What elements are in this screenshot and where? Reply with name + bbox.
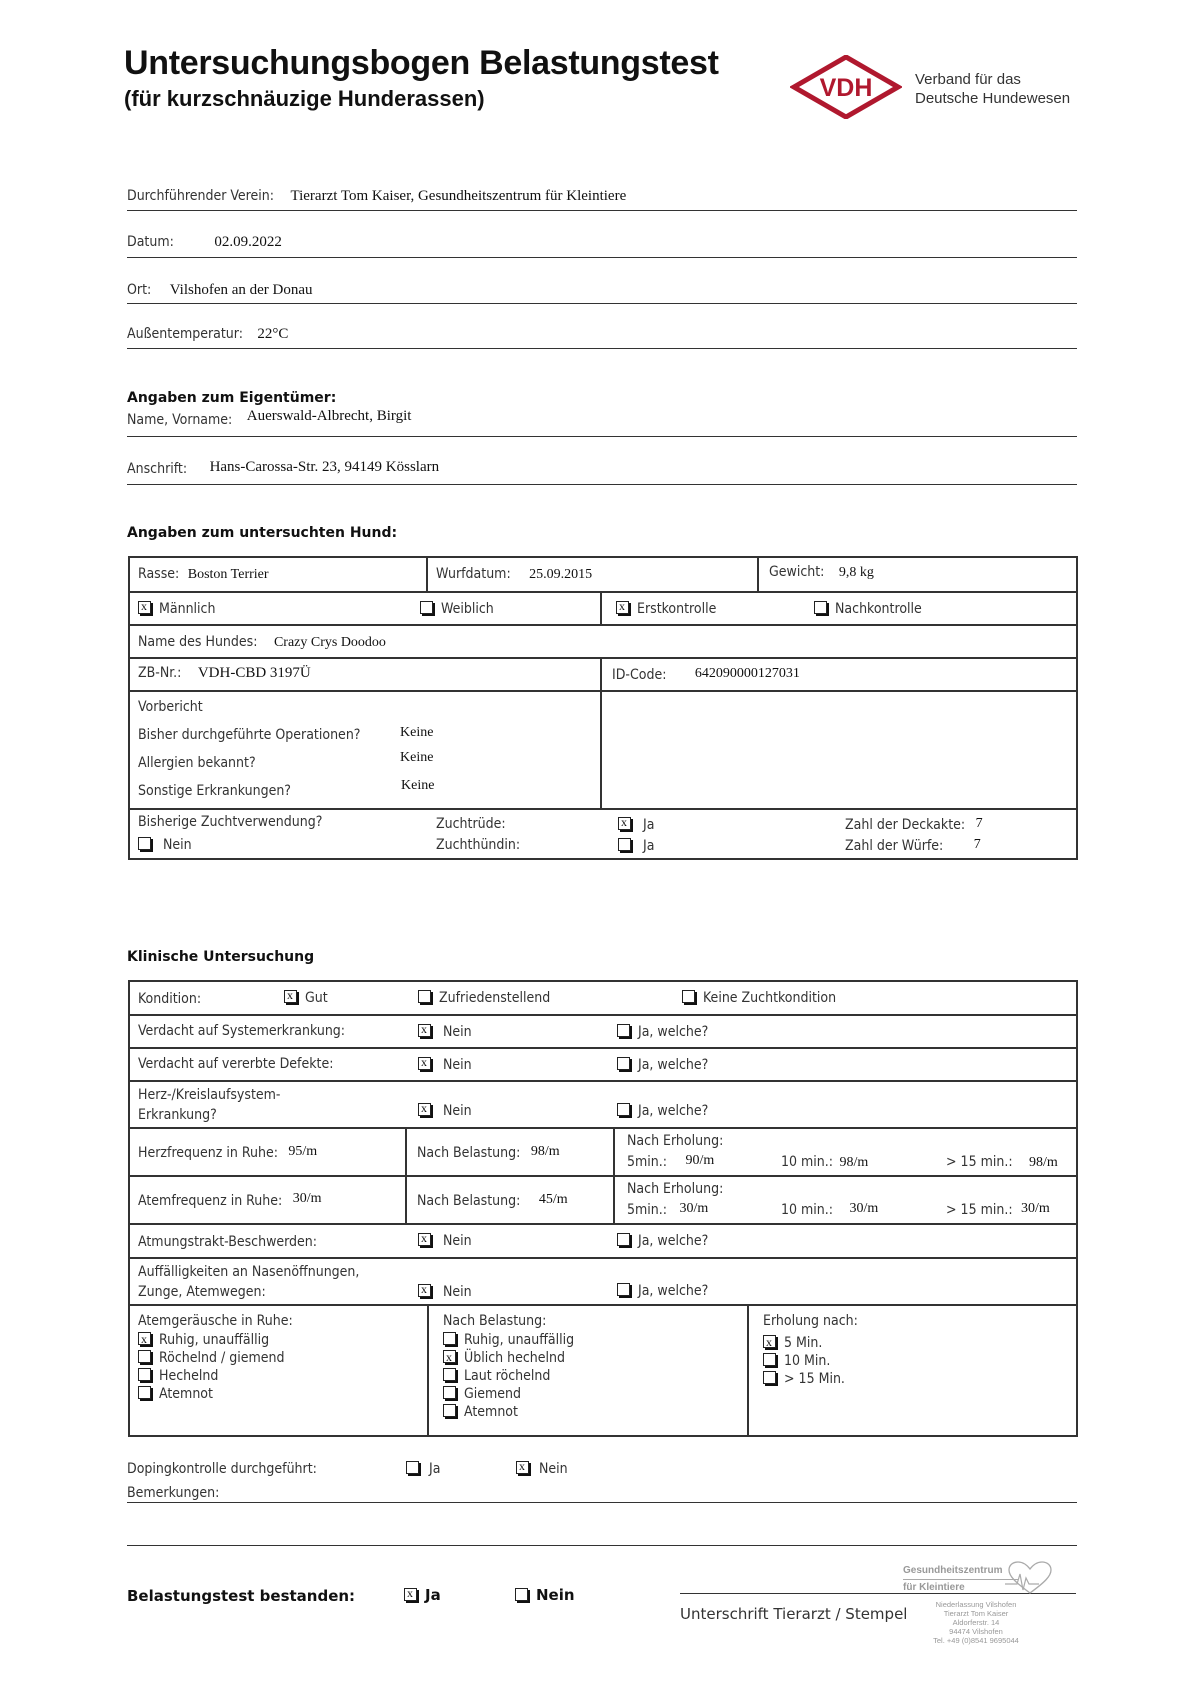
nase-nein-option[interactable]	[418, 1283, 472, 1301]
nase-ja-option[interactable]	[617, 1282, 708, 1300]
org-name	[915, 70, 1070, 108]
id-label: ID-Code:	[612, 667, 667, 683]
af-belastung-field[interactable]	[417, 1192, 568, 1210]
af-erholung-cell	[613, 1177, 1076, 1223]
bemerkungen-line[interactable]	[127, 1545, 1077, 1546]
ruhe-checkbox[interactable]	[138, 1350, 151, 1363]
herz-label-2: Erkrankung?	[138, 1107, 217, 1123]
ruhe-label: Röchelnd / giemend	[159, 1350, 285, 1366]
ort-label: Ort:	[127, 282, 152, 298]
owner-heading: Angaben zum Eigentümer:	[127, 390, 337, 406]
belastung-option[interactable]	[443, 1331, 574, 1349]
system-nein-option[interactable]	[418, 1023, 472, 1041]
hf-5min-label: 5min.:	[627, 1154, 668, 1170]
atmung-nein-label: Nein	[443, 1233, 472, 1249]
af-15min-label: > 15 min.:	[946, 1202, 1013, 1218]
nase-nein-checkbox[interactable]	[418, 1284, 431, 1297]
wuerfe-field[interactable]	[845, 837, 981, 855]
ort-field[interactable]	[127, 281, 313, 299]
zuchthuendin-ja-checkbox[interactable]	[618, 838, 631, 851]
belastung-checkbox[interactable]	[443, 1368, 456, 1381]
atmung-nein-option[interactable]	[418, 1232, 472, 1250]
doping-nein-option[interactable]	[516, 1460, 568, 1478]
atmung-row	[130, 1223, 1076, 1257]
ruhe-option[interactable]	[138, 1349, 293, 1367]
atmung-ja-label: Ja, welche?	[638, 1233, 709, 1249]
kondition-keine-checkbox[interactable]	[682, 990, 695, 1003]
erholung-option[interactable]	[763, 1334, 858, 1352]
zuchthuendin-ja-option[interactable]	[618, 837, 654, 855]
org-name-line2: Deutsche Hundewesen	[915, 90, 1071, 107]
nachkontrolle-label: Nachkontrolle	[835, 601, 922, 617]
system-nein-checkbox[interactable]	[418, 1024, 431, 1037]
vererbt-nein-label: Nein	[443, 1057, 472, 1073]
system-nein-label: Nein	[443, 1024, 472, 1040]
wurf-label: Wurfdatum:	[436, 566, 511, 582]
vererbt-nein-checkbox[interactable]	[418, 1057, 431, 1070]
owner-name-field[interactable]	[127, 408, 412, 429]
vdh-logo-text: VDH	[819, 74, 873, 102]
wurf-field[interactable]	[436, 565, 592, 583]
hf-5min-value: 90/m	[685, 1153, 715, 1168]
bestanden-nein-checkbox[interactable]	[515, 1588, 528, 1601]
erholung-options	[763, 1334, 858, 1388]
hf-ruhe-field[interactable]	[138, 1144, 317, 1162]
owner-address-value: Hans-Carossa-Str. 23, 94149 Kösslarn	[209, 459, 440, 475]
belastung-option[interactable]	[443, 1367, 574, 1385]
deckakte-label: Zahl der Deckakte:	[845, 817, 966, 833]
herz-nein-label: Nein	[443, 1103, 472, 1119]
doping-ja-checkbox[interactable]	[406, 1461, 419, 1474]
kondition-zufr-checkbox[interactable]	[418, 990, 431, 1003]
zb-label: ZB-Nr.:	[138, 665, 182, 681]
vererbt-nein-option[interactable]	[418, 1056, 472, 1074]
vererbt-ja-label: Ja, welche?	[638, 1057, 709, 1073]
erholung-heading: Erholung nach:	[763, 1313, 858, 1329]
kondition-row	[130, 982, 1076, 1014]
belastung-label: Giemend	[464, 1386, 522, 1402]
stamp-address-line: Tierarzt Tom Kaiser	[943, 1609, 1009, 1618]
verein-label: Durchführender Verein:	[127, 188, 275, 204]
nase-nein-label: Nein	[443, 1284, 472, 1300]
hf-erholung-cell	[613, 1129, 1076, 1175]
allergien-label: Allergien bekannt?	[138, 755, 256, 771]
clinical-heading: Klinische Untersuchung	[127, 949, 315, 965]
doping-label: Dopingkontrolle durchgeführt:	[127, 1461, 317, 1477]
kondition-zufr-label: Zufriedenstellend	[439, 990, 551, 1006]
erstkontrolle-option[interactable]	[616, 600, 716, 618]
stamp-address-line: Aldorferstr. 14	[952, 1618, 1000, 1627]
ruhe-option[interactable]	[138, 1367, 293, 1385]
kontrolle-cell	[600, 593, 1076, 624]
dog-name-field[interactable]	[138, 633, 386, 651]
af-5min-label: 5min.:	[627, 1202, 668, 1218]
doping-field	[127, 1460, 317, 1478]
owner-address-label: Anschrift:	[127, 461, 188, 477]
stamp-address-line: Niederlassung Vilshofen	[935, 1600, 1017, 1609]
rasse-field[interactable]	[138, 565, 269, 583]
divider	[127, 303, 1077, 304]
zuchtruede-ja-label: Ja	[643, 817, 655, 833]
allergien-value[interactable]: Keine	[400, 750, 434, 765]
zuchtruede-label: Zuchtrüde:	[436, 816, 506, 832]
deckakte-field[interactable]	[845, 816, 983, 834]
id-field[interactable]	[612, 666, 800, 684]
hf-5min-field[interactable]	[627, 1153, 714, 1171]
page-title: Untersuchungsbogen Belastungstest	[124, 44, 719, 82]
divider	[127, 257, 1077, 258]
nase-row	[130, 1257, 1076, 1304]
erholung-option[interactable]	[763, 1370, 858, 1388]
herz-nein-checkbox[interactable]	[418, 1103, 431, 1116]
erholung-label: 5 Min.	[784, 1335, 823, 1351]
dog-row-zucht	[130, 808, 1076, 858]
system-row	[130, 1014, 1076, 1047]
dog-name-value: Crazy Crys Doodoo	[273, 635, 386, 650]
belastung-cell	[427, 1306, 575, 1435]
system-ja-option[interactable]	[617, 1023, 708, 1041]
ops-label: Bisher durchgeführte Operationen?	[138, 727, 361, 743]
deckakte-value: 7	[975, 816, 983, 831]
vorbericht-label: Vorbericht	[138, 699, 203, 715]
atmung-ja-option[interactable]	[617, 1232, 708, 1250]
doping-ja-label: Ja	[429, 1461, 441, 1477]
stamp-address	[930, 1600, 1022, 1645]
belastung-checkbox[interactable]	[443, 1404, 456, 1417]
weiblich-checkbox[interactable]	[420, 601, 433, 614]
belastung-options	[443, 1331, 574, 1421]
zuchthuendin-label: Zuchthündin:	[436, 837, 521, 853]
datum-value: 02.09.2022	[214, 234, 282, 250]
hf-ruhe-label: Herzfrequenz in Ruhe:	[138, 1145, 278, 1161]
atmung-ja-checkbox[interactable]	[617, 1233, 630, 1246]
af-5min-field[interactable]	[627, 1201, 708, 1219]
zucht-nein-option[interactable]	[138, 836, 192, 854]
kondition-keine-option[interactable]	[682, 989, 836, 1007]
bestanden-ja-checkbox[interactable]	[404, 1588, 417, 1601]
nachkontrolle-option[interactable]	[814, 600, 922, 618]
herz-nein-option[interactable]	[418, 1102, 472, 1120]
af-belastung-label: Nach Belastung:	[417, 1193, 521, 1209]
zb-value: VDH-CBD 3197Ü	[197, 665, 311, 681]
divider	[127, 436, 1077, 437]
erholung-cell	[747, 1306, 1076, 1435]
gewicht-label: Gewicht:	[769, 564, 825, 580]
ruhe-checkbox[interactable]	[138, 1386, 151, 1399]
erholung-option[interactable]	[763, 1352, 858, 1370]
verein-field[interactable]	[127, 187, 626, 205]
owner-name-value: Auerswald-Albrecht, Birgit	[246, 408, 412, 424]
erholung-group	[763, 1311, 858, 1388]
hf-15min-label: > 15 min.:	[946, 1154, 1013, 1170]
hf-belastung-cell	[405, 1129, 560, 1175]
page-subtitle: (für kurzschnäuzige Hunderassen)	[124, 86, 485, 111]
af-belastung-value: 45/m	[538, 1192, 568, 1207]
stamp-line2: für Kleintiere	[903, 1579, 1018, 1596]
wuerfe-label: Zahl der Würfe:	[845, 838, 944, 854]
af-ruhe-label: Atemfrequenz in Ruhe:	[138, 1193, 283, 1209]
kondition-gut-option[interactable]	[284, 989, 328, 1007]
atmung-nein-checkbox[interactable]	[418, 1233, 431, 1246]
divider	[127, 210, 1077, 211]
id-cell	[600, 659, 1076, 690]
doping-nein-label: Nein	[539, 1461, 568, 1477]
bestanden-nein-option[interactable]	[515, 1586, 575, 1605]
wurf-cell	[426, 558, 593, 591]
rasse-label: Rasse:	[138, 566, 180, 582]
erstkontrolle-checkbox[interactable]	[616, 601, 629, 614]
gewicht-cell	[757, 558, 1076, 591]
clinical-table	[128, 980, 1078, 1437]
dog-row-sex	[130, 591, 1076, 624]
atemfrequenz-row	[130, 1175, 1076, 1223]
nase-ja-label: Ja, welche?	[638, 1283, 709, 1299]
zucht-nein-checkbox[interactable]	[138, 837, 151, 850]
doping-nein-checkbox[interactable]	[516, 1461, 529, 1474]
erstkontrolle-label: Erstkontrolle	[637, 601, 717, 617]
vererbt-ja-checkbox[interactable]	[617, 1057, 630, 1070]
maennlich-label: Männlich	[159, 601, 216, 617]
af-ruhe-field[interactable]	[138, 1192, 322, 1210]
datum-field[interactable]	[127, 233, 282, 251]
bestanden-ja-label: Ja	[425, 1586, 441, 1604]
herz-ja-checkbox[interactable]	[617, 1103, 630, 1116]
ruhe-checkbox[interactable]	[138, 1332, 151, 1345]
ort-value: Vilshofen an der Donau	[169, 282, 313, 298]
af-10min-field[interactable]	[781, 1201, 878, 1219]
owner-name-label: Name, Vorname:	[127, 412, 233, 428]
rasse-value: Boston Terrier	[187, 567, 269, 582]
hf-10min-field[interactable]	[781, 1153, 868, 1171]
nase-label-1: Auffälligkeiten an Nasenöffnungen,	[138, 1264, 360, 1280]
bemerkungen-label: Bemerkungen:	[127, 1485, 220, 1501]
belastung-label: Laut röchelnd	[464, 1368, 551, 1384]
system-ja-checkbox[interactable]	[617, 1024, 630, 1037]
erholung-checkbox[interactable]	[763, 1335, 776, 1348]
system-ja-label: Ja, welche?	[638, 1024, 709, 1040]
divider	[127, 484, 1077, 485]
kondition-gut-checkbox[interactable]	[284, 990, 297, 1003]
dog-table	[128, 556, 1078, 860]
belastung-option[interactable]	[443, 1349, 574, 1367]
gewicht-value: 9,8 kg	[838, 565, 874, 580]
herz-row	[130, 1080, 1076, 1127]
weiblich-option[interactable]	[420, 600, 494, 618]
hf-10min-value: 98/m	[839, 1155, 869, 1170]
belastung-checkbox[interactable]	[443, 1350, 456, 1363]
af-10min-label: 10 min.:	[781, 1202, 834, 1218]
maennlich-option[interactable]	[138, 600, 215, 618]
vorbericht-notes[interactable]	[600, 692, 1076, 808]
gewicht-field[interactable]	[769, 563, 874, 581]
hf-15min-value: 98/m	[1029, 1155, 1058, 1170]
datum-label: Datum:	[127, 234, 174, 250]
herz-ja-option[interactable]	[617, 1102, 708, 1120]
erholung-checkbox[interactable]	[763, 1371, 776, 1384]
herz-label-1: Herz-/Kreislaufsystem-	[138, 1087, 281, 1103]
hf-belastung-label: Nach Belastung:	[417, 1145, 521, 1161]
wuerfe-value: 7	[973, 837, 981, 852]
bestanden-ja-option[interactable]	[404, 1586, 441, 1605]
owner-address-field[interactable]	[127, 460, 439, 478]
stamp-line1: Gesundheitszentrum	[903, 1565, 1003, 1576]
zucht-label: Bisherige Zuchtverwendung?	[138, 814, 323, 830]
ruhe-group	[138, 1311, 293, 1403]
zucht-nein-label: Nein	[163, 837, 192, 853]
hf-belastung-value: 98/m	[530, 1144, 560, 1159]
ops-value[interactable]: Keine	[400, 725, 434, 740]
af-5min-value: 30/m	[679, 1201, 709, 1216]
bestanden-label: Belastungstest bestanden:	[127, 1587, 356, 1605]
stamp-address-line: 94474 Vilshofen	[949, 1627, 1003, 1636]
maennlich-checkbox[interactable]	[138, 601, 151, 614]
herz-ja-label: Ja, welche?	[638, 1103, 709, 1119]
hf-erholung-label: Nach Erholung:	[627, 1133, 724, 1149]
hf-belastung-field[interactable]	[417, 1144, 560, 1162]
erholung-label: 10 Min.	[784, 1353, 831, 1369]
zuchtruede-ja-checkbox[interactable]	[618, 817, 631, 830]
belastung-checkbox[interactable]	[443, 1386, 456, 1399]
belastung-group	[443, 1311, 574, 1421]
erholung-label: > 15 Min.	[784, 1371, 845, 1387]
weiblich-label: Weiblich	[441, 601, 494, 617]
atemgeraeusche-row	[130, 1304, 1076, 1435]
ruhe-label: Atemnot	[159, 1386, 213, 1402]
erholung-checkbox[interactable]	[763, 1353, 776, 1366]
af-10min-value: 30/m	[849, 1201, 879, 1216]
dog-heading: Angaben zum untersuchten Hund:	[127, 525, 398, 541]
stamp	[903, 1563, 1018, 1596]
zb-field[interactable]	[138, 664, 311, 682]
ruhe-options	[138, 1331, 293, 1403]
vererbt-label: Verdacht auf vererbte Defekte:	[138, 1056, 334, 1072]
temp-value: 22°C	[257, 326, 289, 342]
dog-row-ids	[130, 657, 1076, 690]
ruhe-option[interactable]	[138, 1331, 293, 1349]
kondition-keine-label: Keine Zuchtkondition	[703, 990, 837, 1006]
ruhe-label: Hechelnd	[159, 1368, 219, 1384]
dog-name-label: Name des Hundes:	[138, 634, 258, 650]
belastung-label: Ruhig, unauffällig	[464, 1332, 575, 1348]
atmung-label: Atmungstrakt-Beschwerden:	[138, 1234, 318, 1250]
bemerkungen-line[interactable]	[127, 1502, 1077, 1503]
doping-ja-option[interactable]	[406, 1460, 440, 1478]
vererbt-row	[130, 1047, 1076, 1080]
ruhe-checkbox[interactable]	[138, 1368, 151, 1381]
ruhe-label: Ruhig, unauffällig	[159, 1332, 270, 1348]
zuchtruede-ja-option[interactable]	[618, 816, 654, 834]
hf-15min-field[interactable]	[946, 1153, 1058, 1171]
kondition-label: Kondition:	[138, 991, 202, 1007]
zuchthuendin-ja-label: Ja	[643, 838, 655, 854]
af-ruhe-value: 30/m	[292, 1191, 322, 1206]
nachkontrolle-checkbox[interactable]	[814, 601, 827, 614]
system-label: Verdacht auf Systemerkrankung:	[138, 1023, 346, 1039]
dog-row-name	[130, 624, 1076, 657]
ruhe-option[interactable]	[138, 1385, 293, 1403]
nase-label-2: Zunge, Atemwegen:	[138, 1284, 266, 1300]
belastung-label: Atemnot	[464, 1404, 518, 1420]
vdh-logo	[790, 55, 902, 119]
kondition-zufr-option[interactable]	[418, 989, 550, 1007]
sonstige-label: Sonstige Erkrankungen?	[138, 783, 291, 799]
stamp-address-line: Tel. +49 (0)8541 9695044	[933, 1636, 1019, 1645]
temp-field[interactable]	[127, 325, 288, 343]
ruhe-heading: Atemgeräusche in Ruhe:	[138, 1313, 293, 1329]
belastung-option[interactable]	[443, 1385, 574, 1403]
heart-icon	[1005, 1560, 1055, 1596]
af-15min-value: 30/m	[1021, 1201, 1050, 1216]
belastung-heading: Nach Belastung:	[443, 1313, 547, 1329]
hf-ruhe-value: 95/m	[288, 1144, 318, 1159]
id-value: 642090000127031	[694, 666, 800, 681]
belastung-label: Üblich hechelnd	[464, 1350, 566, 1366]
verein-value: Tierarzt Tom Kaiser, Gesundheitszentrum für Kleintiere	[290, 188, 627, 204]
nase-ja-checkbox[interactable]	[617, 1283, 630, 1296]
dog-row-vorbericht	[130, 690, 1076, 808]
vererbt-ja-option[interactable]	[617, 1056, 708, 1074]
belastung-option[interactable]	[443, 1403, 574, 1421]
af-belastung-cell	[405, 1177, 568, 1223]
af-15min-field[interactable]	[946, 1201, 1050, 1219]
af-erholung-label: Nach Erholung:	[627, 1181, 724, 1197]
bestanden-nein-label: Nein	[536, 1586, 575, 1604]
kondition-gut-label: Gut	[305, 990, 328, 1006]
herzfrequenz-row	[130, 1127, 1076, 1175]
org-name-line1: Verband für das	[915, 71, 1021, 88]
temp-label: Außentemperatur:	[127, 326, 243, 342]
hf-10min-label: 10 min.:	[781, 1154, 834, 1170]
signature-label: Unterschrift Tierarzt / Stempel	[680, 1605, 908, 1623]
divider	[127, 348, 1077, 349]
belastung-checkbox[interactable]	[443, 1332, 456, 1345]
sonstige-value[interactable]: Keine	[401, 778, 435, 793]
wurf-value: 25.09.2015	[529, 567, 593, 582]
dog-row-basic	[130, 558, 1076, 591]
